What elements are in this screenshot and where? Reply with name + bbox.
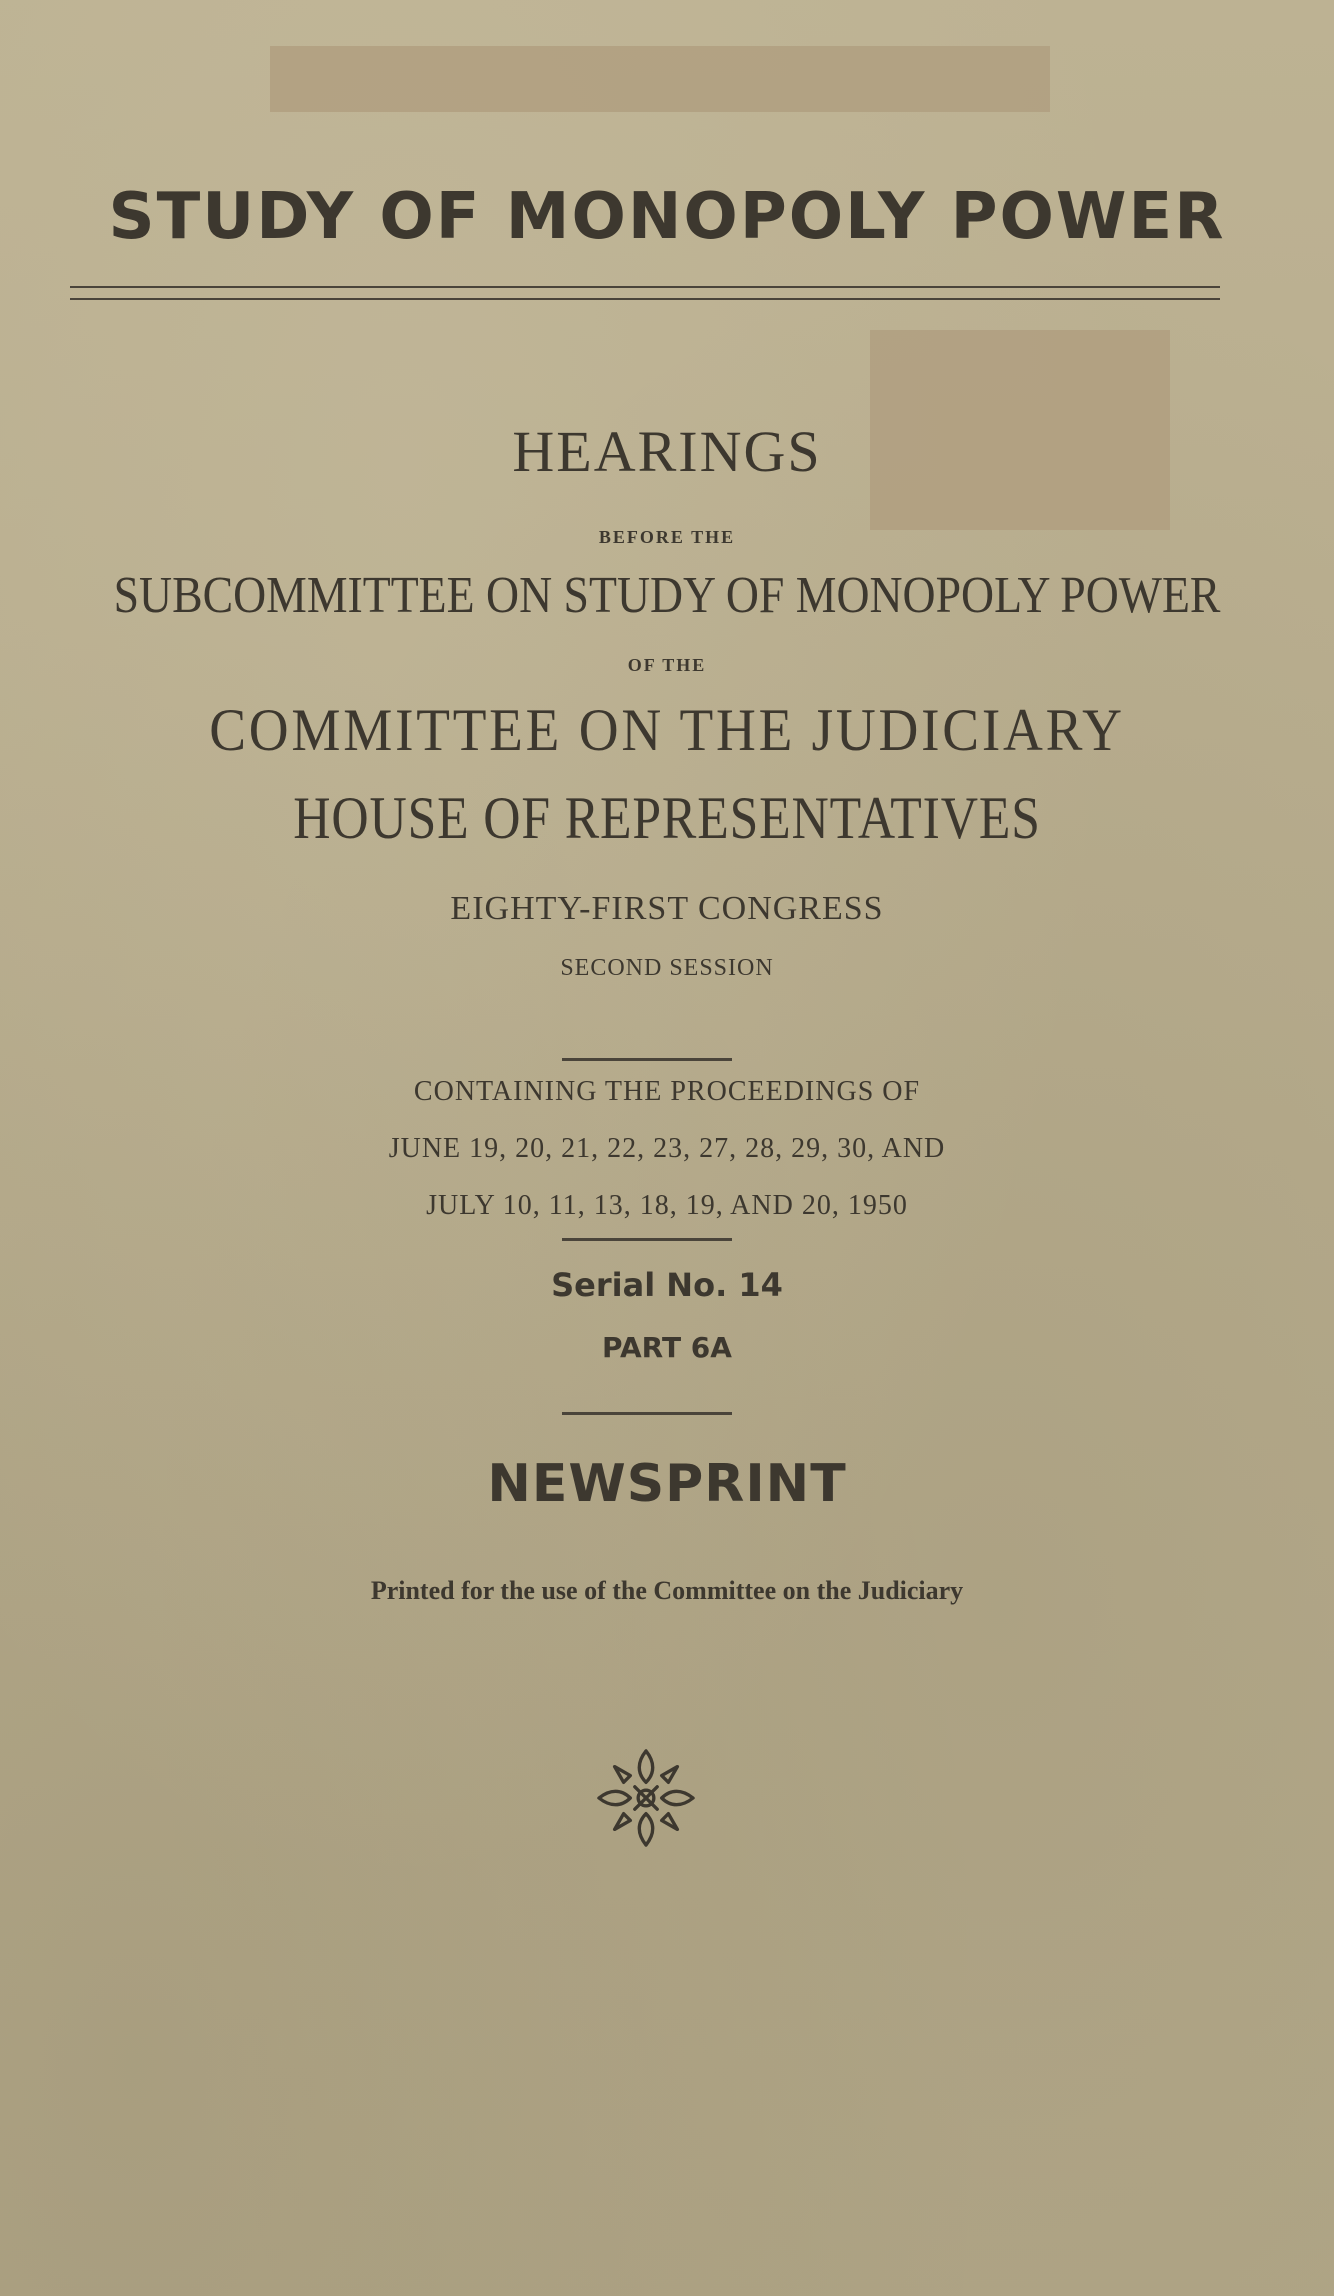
serial-number: Serial No. 14	[551, 1266, 783, 1304]
printed-for-note: Printed for the use of the Committee on the Judiciary	[370, 1576, 964, 1605]
session-label: SECOND SESSION	[560, 955, 774, 981]
divider-rule	[562, 1058, 732, 1061]
house-name: HOUSE OF REPRESENTATIVES	[293, 785, 1041, 851]
part-number: PART 6A	[602, 1331, 732, 1364]
proceedings-line: CONTAINING THE PROCEEDINGS OF	[413, 1076, 921, 1107]
printer-ornament-icon	[590, 1742, 702, 1854]
topic-heading: NEWSPRINT	[487, 1454, 847, 1514]
committee-name: COMMITTEE ON THE JUDICIARY	[209, 697, 1125, 763]
proceedings-line: JUNE 19, 20, 21, 22, 23, 27, 28, 29, 30, AND	[388, 1133, 946, 1164]
redaction-block-top	[270, 46, 1050, 112]
of-the-label: OF THE	[627, 655, 707, 675]
proceedings-line: JULY 10, 11, 13, 18, 19, AND 20, 1950	[426, 1190, 908, 1221]
subcommittee-name: SUBCOMMITTEE ON STUDY OF MONOPOLY POWER	[113, 567, 1221, 624]
divider-rule	[562, 1412, 732, 1415]
main-title: STUDY OF MONOPOLY POWER	[108, 180, 1226, 254]
divider-rule	[562, 1238, 732, 1241]
congress-label: EIGHTY-FIRST CONGRESS	[450, 890, 884, 927]
before-the-label: BEFORE THE	[598, 527, 736, 547]
title-double-rule	[70, 286, 1220, 300]
hearings-heading: HEARINGS	[512, 419, 822, 484]
